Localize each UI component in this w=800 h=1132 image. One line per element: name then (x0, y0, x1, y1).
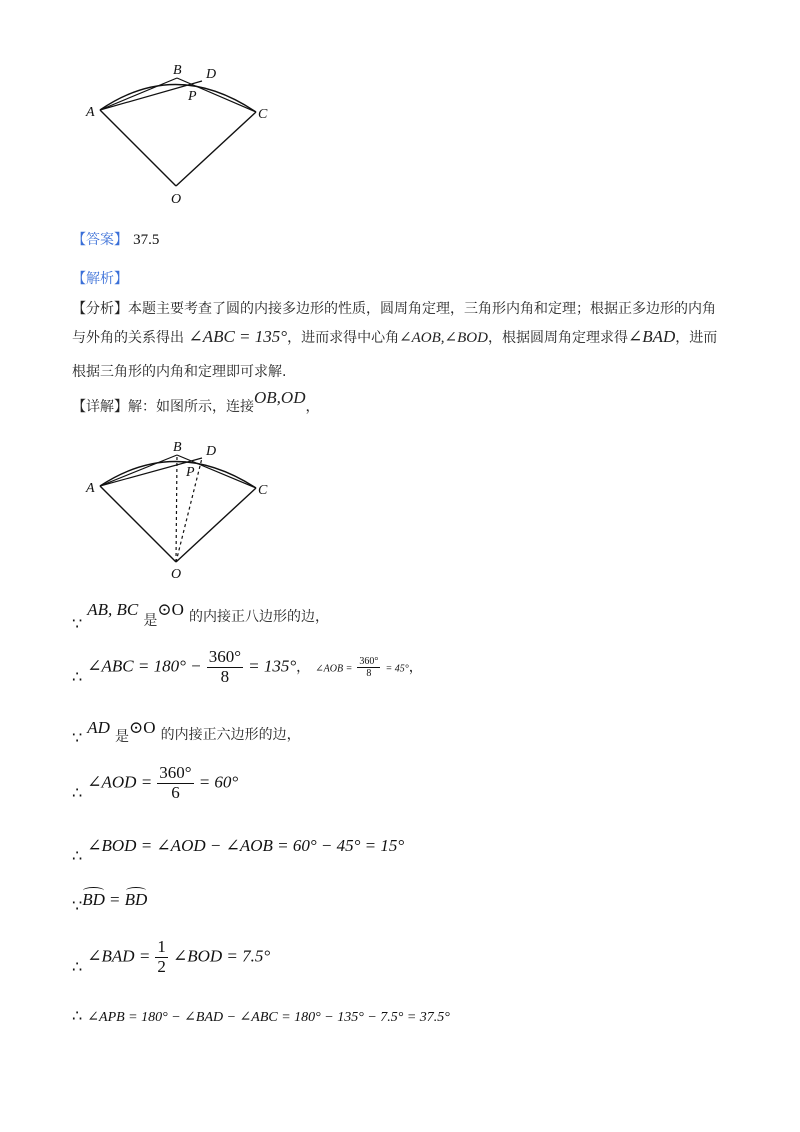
figure-1-diagram (80, 58, 280, 208)
step-1-text-a: 是 (143, 613, 158, 629)
step-5-math: ∠BOD = ∠AOD − ∠AOB = 60° − 45° = 15° (87, 836, 405, 855)
label-o: O (171, 192, 182, 207)
analysis-line-1-text: 本题主要考查了圆的内接多边形的性质，圆周角定理，三角形内角和定理；根据正多边形的内角 (128, 301, 716, 317)
analysis-line-2-a: 与外角的关系得出 (72, 330, 184, 346)
segment-ao-2 (100, 486, 176, 562)
therefore-symbol-2: ∴ (72, 782, 83, 802)
segment-ab (100, 78, 177, 110)
step-4-denominator: 6 (171, 782, 180, 802)
because-symbol-3: ∵ (72, 896, 83, 915)
analysis-math-bad: ∠BAD (627, 327, 676, 346)
step-1-math: AB, BC (87, 600, 139, 619)
segment-co (176, 112, 256, 186)
step-2-end: ， (408, 659, 423, 676)
step-2-rhs: = 135° (248, 656, 297, 676)
analysis-tag: 【解析】 (72, 271, 128, 287)
because-symbol-2: ∵ (72, 728, 83, 747)
step-2-denominator: 8 (220, 666, 230, 686)
detail-line (72, 388, 320, 416)
step-2-lhs: ∠ABC = 180° − (87, 656, 202, 676)
answer-value: 37.5 (133, 232, 160, 248)
step-2-fraction (207, 648, 243, 686)
step-7-denominator: 2 (157, 956, 166, 976)
analysis-line-2 (72, 327, 717, 347)
step-4-lhs: ∠AOD = (87, 772, 153, 792)
step-1-circle-o: ⊙O (157, 600, 184, 619)
step-3-text-b: 的内接正六边形的边， (160, 727, 301, 743)
step-3-text-a: 是 (115, 729, 130, 745)
step-7-numerator: 1 (157, 937, 166, 956)
label-a-2: A (86, 481, 95, 496)
therefore-symbol-5: ∴ (72, 1006, 83, 1025)
detail-text: 解：如图所示，连接 (128, 399, 254, 415)
detail-tag: 【详解】 (72, 399, 128, 415)
step-6-equals: = (109, 890, 120, 909)
step-4-fraction (157, 764, 193, 802)
step-2-numerator: 360° (208, 647, 242, 666)
step-8 (72, 1006, 450, 1026)
segment-ad (100, 81, 202, 110)
step-4-rhs: = 60° (198, 772, 239, 792)
step-2-small-denominator: 8 (366, 667, 372, 679)
label-b-2: B (173, 440, 182, 455)
step-3-math: AD (87, 718, 110, 737)
analysis-line-2-c: ，根据圆周角定理求得 (487, 330, 628, 346)
analysis-line-3: 根据三角形的内角和定理即可求解. (72, 364, 287, 380)
detail-end: ， (305, 399, 320, 415)
step-4 (72, 764, 238, 802)
step-3-circle-o: ⊙O (129, 718, 156, 737)
segment-co-2 (176, 488, 256, 562)
step-5 (72, 836, 405, 865)
arc-abc (100, 84, 256, 112)
step-2-small-lhs: ∠AOB = (315, 663, 353, 675)
label-p: P (188, 89, 197, 104)
step-4-numerator: 360° (159, 763, 192, 782)
analysis-math-aob-bod: ∠AOB,∠BOD (399, 330, 488, 346)
therefore-symbol-4: ∴ (72, 956, 83, 976)
analysis-para-tag: 【分析】 (72, 301, 128, 317)
step-8-math: ∠APB = 180° − ∠BAD − ∠ABC = 180° − 135° − 7.5° = 37.5° (87, 1010, 450, 1025)
step-7-lhs: ∠BAD = (87, 946, 151, 966)
arc-abc-2 (100, 461, 256, 488)
segment-ao (100, 110, 176, 186)
step-7-rhs: ∠BOD = 7.5° (172, 946, 271, 966)
label-c: C (258, 107, 268, 122)
segment-ob-dashed (176, 455, 177, 562)
answer-line (72, 229, 159, 249)
step-7-fraction (155, 938, 168, 976)
segment-ab-2 (100, 455, 177, 486)
step-2-small-rhs: = 45° (385, 663, 409, 675)
therefore-symbol-3: ∴ (72, 846, 83, 865)
label-c-2: C (258, 483, 268, 498)
step-7 (72, 938, 270, 976)
analysis-line-2-b: ，进而求得中心角 (287, 330, 400, 346)
analysis-math-abc: ∠ABC = 135° (188, 327, 288, 346)
label-p-2: P (186, 465, 195, 480)
step-3 (72, 718, 301, 747)
analysis-line-2-d: ，进而 (675, 330, 718, 346)
detail-math-ob-od: OB,OD (254, 388, 306, 407)
step-6-arc-bd-2: BD (124, 890, 148, 909)
label-o-2: O (171, 567, 182, 582)
step-2-sep: ， (296, 659, 311, 676)
label-a: A (86, 105, 95, 120)
step-1 (72, 600, 329, 633)
label-b: B (173, 63, 182, 78)
label-d-2: D (206, 444, 217, 459)
step-1-text-b: 的内接正八边形的边， (189, 609, 329, 625)
step-2-small-fraction (357, 656, 380, 679)
therefore-symbol: ∴ (72, 666, 83, 686)
step-6-arc-bd-1: BD (82, 890, 105, 909)
step-6 (72, 890, 148, 915)
answer-tag: 【答案】 (72, 232, 128, 248)
analysis-line-1 (72, 298, 716, 318)
step-2-small-numerator: 360° (359, 655, 379, 667)
figure-2-diagram (80, 436, 280, 584)
label-d: D (206, 67, 217, 82)
because-symbol: ∵ (72, 614, 83, 633)
step-2 (72, 648, 423, 686)
